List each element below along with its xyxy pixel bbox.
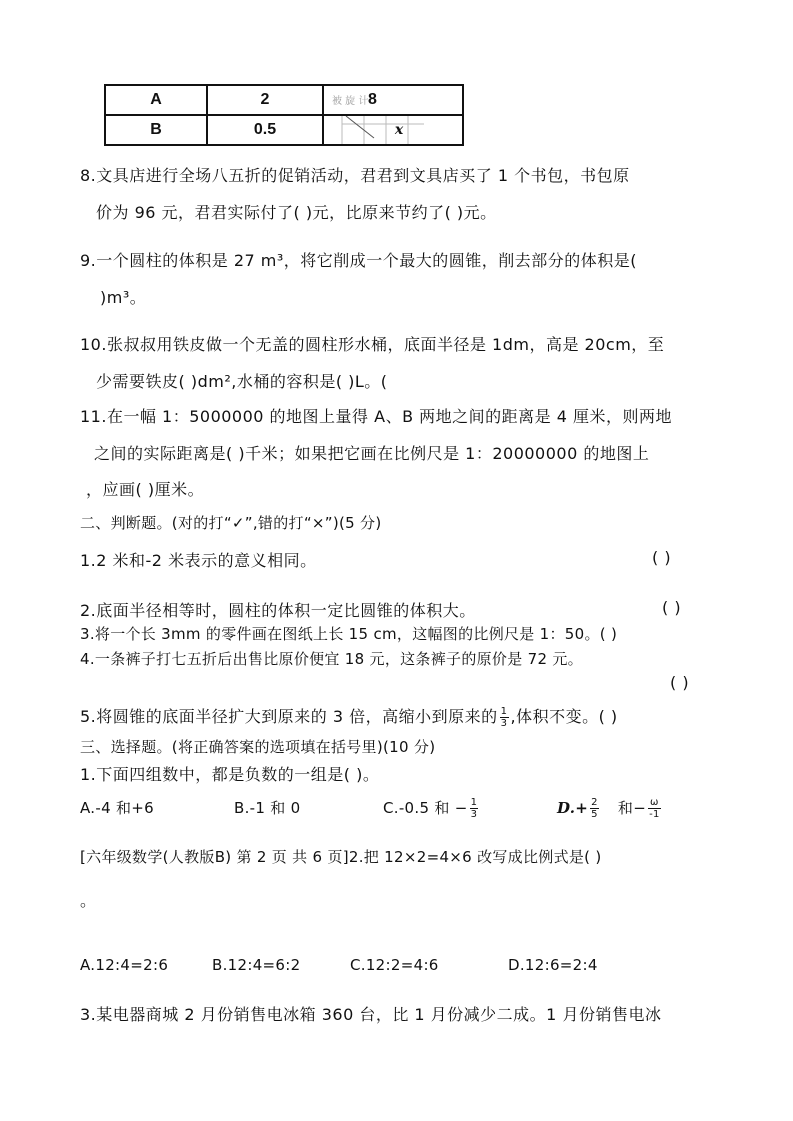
judge-heading: 二、判断题。(对的打“✓”,错的打“×”)(5 分) bbox=[80, 514, 382, 532]
q8-line2: 价为 96 元，君君实际付了( )元，比原来节约了( )元。 bbox=[96, 203, 497, 222]
table-cell-partial bbox=[323, 115, 463, 145]
fraction-denominator: 5 bbox=[591, 809, 598, 820]
q9-line1: 9.一个圆柱的体积是 27 m³，将它削成一个最大的圆锥，削去部分的体积是( bbox=[80, 251, 638, 270]
option-d-text: D.+ bbox=[557, 799, 589, 817]
q8-line1: 8.文具店进行全场八五折的促销活动，君君到文具店买了 1 个书包，书包原 bbox=[80, 166, 630, 185]
fraction-denominator: 3 bbox=[470, 809, 478, 820]
table-row bbox=[105, 85, 463, 115]
fraction-numerator: ω bbox=[650, 797, 659, 808]
table-cell-value: 0.5 bbox=[207, 115, 323, 145]
partial-var: x bbox=[394, 122, 404, 138]
judge-q2-answer[interactable]: ( ) bbox=[662, 598, 682, 617]
judge-q5 bbox=[80, 704, 618, 729]
fraction-one-third bbox=[470, 797, 479, 820]
q10-line1: 10.张叔叔用铁皮做一个无盖的圆柱形水桶，底面半径是 1dm，高是 20cm，至 bbox=[80, 335, 665, 354]
grid-sketch bbox=[324, 116, 424, 144]
fraction-numerator: 1 bbox=[470, 797, 478, 808]
table-cell-value: 2 bbox=[207, 85, 323, 115]
judge-q4: 4.一条裤子打七五折后出售比原价便宜 18 元，这条裤子的原价是 72 元。 bbox=[80, 650, 583, 668]
q10-line2: 少需要铁皮( )dm²,水桶的容积是( )L。( bbox=[96, 372, 388, 391]
q11-line1: 11.在一幅 1：5000000 的地图上量得 A、B 两地之间的距离是 4 厘米，则两地 bbox=[80, 407, 673, 426]
fraction-denominator: 3 bbox=[500, 718, 508, 729]
partial-value: 8 bbox=[368, 91, 377, 108]
choice-heading: 三、选择题。(将正确答案的选项填在括号里)(10 分) bbox=[80, 738, 436, 756]
judge-q1: 1.2 米和-2 米表示的意义相同。 bbox=[80, 551, 317, 570]
choice-q1: 1.下面四组数中，都是负数的一组是( )。 bbox=[80, 765, 380, 784]
judge-q5-tail: ,体积不变。( ) bbox=[510, 707, 618, 726]
choice-q1-option-d[interactable] bbox=[557, 797, 663, 820]
fraction-two-fifths bbox=[590, 797, 599, 820]
judge-q1-answer[interactable]: ( ) bbox=[652, 548, 672, 567]
fraction-numerator: 1 bbox=[500, 706, 508, 717]
table-cell-partial bbox=[323, 85, 463, 115]
option-d-mid: 和− bbox=[617, 799, 647, 817]
q11-line2: 之间的实际距离是( )千米；如果把它画在比例尺是 1：20000000 的地图上 bbox=[94, 444, 650, 463]
q9-line2: )m³。 bbox=[100, 288, 147, 307]
judge-q2: 2.底面半径相等时，圆柱的体积一定比圆锥的体积大。 bbox=[80, 601, 476, 620]
judge-q3: 3.将一个长 3mm 的零件画在图纸上长 15 cm，这幅图的比例尺是 1：50。( ) bbox=[80, 625, 618, 643]
choice-q1-option-c[interactable] bbox=[383, 797, 480, 820]
fraction-one-third bbox=[500, 706, 509, 729]
choice-q1-option-b[interactable]: B.-1 和 0 bbox=[234, 799, 301, 817]
choice-q1-option-a[interactable]: A.-4 和+6 bbox=[80, 799, 155, 817]
choice-q3: 3.某电器商城 2 月份销售电冰箱 360 台，比 1 月份减少二成。1 月份销售电冰 bbox=[80, 1005, 662, 1024]
choice-q2-option-a[interactable]: A.12:4=2:6 bbox=[80, 956, 169, 974]
judge-q5-text: 5.将圆锥的底面半径扩大到原来的 3 倍，高缩小到原来的 bbox=[80, 707, 498, 726]
fraction-numerator: 2 bbox=[591, 797, 598, 808]
data-table bbox=[104, 84, 464, 146]
table-cell-label: A bbox=[105, 85, 207, 115]
table-cell-label: B bbox=[105, 115, 207, 145]
table-row bbox=[105, 115, 463, 145]
choice-q2-option-c[interactable]: C.12:2=4:6 bbox=[350, 956, 439, 974]
option-c-text: C.-0.5 和 − bbox=[383, 799, 468, 817]
q11-line3: ，应画( )厘米。 bbox=[86, 480, 205, 499]
fraction-garbled bbox=[648, 797, 661, 820]
choice-q2-option-b[interactable]: B.12:4=6:2 bbox=[212, 956, 301, 974]
page-footer-and-q2: [六年级数学(人教版B) 第 2 页 共 6 页]2.把 12×2=4×6 改写成比例式是( ) bbox=[80, 848, 602, 866]
judge-q4-answer[interactable]: ( ) bbox=[670, 673, 690, 692]
scribble-text: 被 旋 计 bbox=[332, 96, 369, 107]
fraction-denominator: -1 bbox=[649, 809, 660, 820]
choice-q2-end: 。 bbox=[80, 891, 97, 910]
choice-q2-option-d[interactable]: D.12:6=2:4 bbox=[508, 956, 598, 974]
